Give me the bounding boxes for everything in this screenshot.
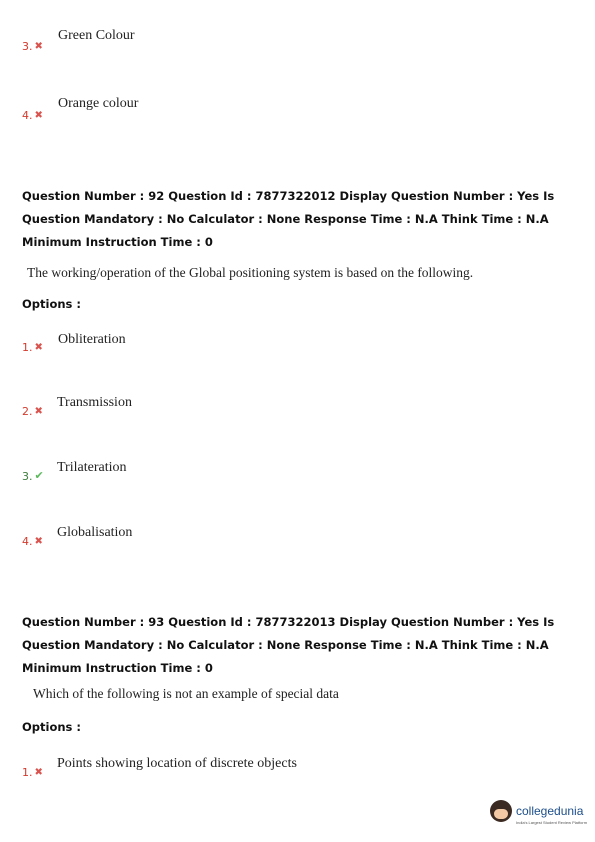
options-label: Options : bbox=[22, 720, 81, 734]
wrong-mark-icon: ✖ bbox=[34, 342, 43, 353]
question-92-text: The working/operation of the Global positioning system is based on the following. bbox=[27, 265, 474, 280]
options-label: Options : bbox=[22, 297, 81, 311]
question-93-header: Question Number : 93 Question Id : 7877322013 Display Question Number : Yes Is Question Mandatory : No Calculator : None Response Time : N.A Think Time : N.A Minimum Instruction Time : 0 bbox=[22, 615, 555, 675]
option-number bbox=[22, 405, 43, 418]
option-number-label: 4. bbox=[22, 109, 33, 122]
collegedunia-logo bbox=[490, 800, 587, 825]
option-text: Obliteration bbox=[58, 332, 126, 347]
wrong-mark-icon: ✖ bbox=[34, 41, 43, 52]
wrong-mark-icon: ✖ bbox=[34, 536, 43, 547]
option-text: Transmission bbox=[57, 395, 132, 410]
logo-name: collegedunia bbox=[516, 804, 584, 818]
option-number-label: 1. bbox=[22, 766, 33, 779]
option-number-label: 3. bbox=[22, 470, 33, 483]
option-number-label: 4. bbox=[22, 535, 33, 548]
option-number bbox=[22, 766, 43, 779]
option-text: Green Colour bbox=[58, 28, 135, 43]
option-text: Points showing location of discrete objects bbox=[57, 756, 297, 771]
option-number-label: 3. bbox=[22, 40, 33, 53]
option-text: Orange colour bbox=[58, 96, 139, 111]
option-number bbox=[22, 535, 43, 548]
logo-tagline: India's Largest Student Review Platform bbox=[516, 820, 588, 825]
option-number bbox=[22, 469, 44, 483]
check-mark-icon: ✔ bbox=[34, 469, 44, 482]
question-92-header: Question Number : 92 Question Id : 7877322012 Display Question Number : Yes Is Question Mandatory : No Calculator : None Response Time : N.A Think Time : N.A Minimum Instruction Time : 0 bbox=[22, 189, 555, 249]
question-93-text: Which of the following is not an example of special data bbox=[33, 686, 339, 701]
option-number bbox=[22, 40, 43, 53]
option-number-label: 1. bbox=[22, 341, 33, 354]
option-number-label: 2. bbox=[22, 405, 33, 418]
wrong-mark-icon: ✖ bbox=[34, 406, 43, 417]
option-number bbox=[22, 109, 43, 122]
mascot-icon bbox=[490, 800, 512, 822]
option-text: Globalisation bbox=[57, 525, 133, 540]
wrong-mark-icon: ✖ bbox=[34, 110, 43, 121]
option-number bbox=[22, 341, 43, 354]
option-text: Trilateration bbox=[57, 460, 127, 475]
wrong-mark-icon: ✖ bbox=[34, 767, 43, 778]
